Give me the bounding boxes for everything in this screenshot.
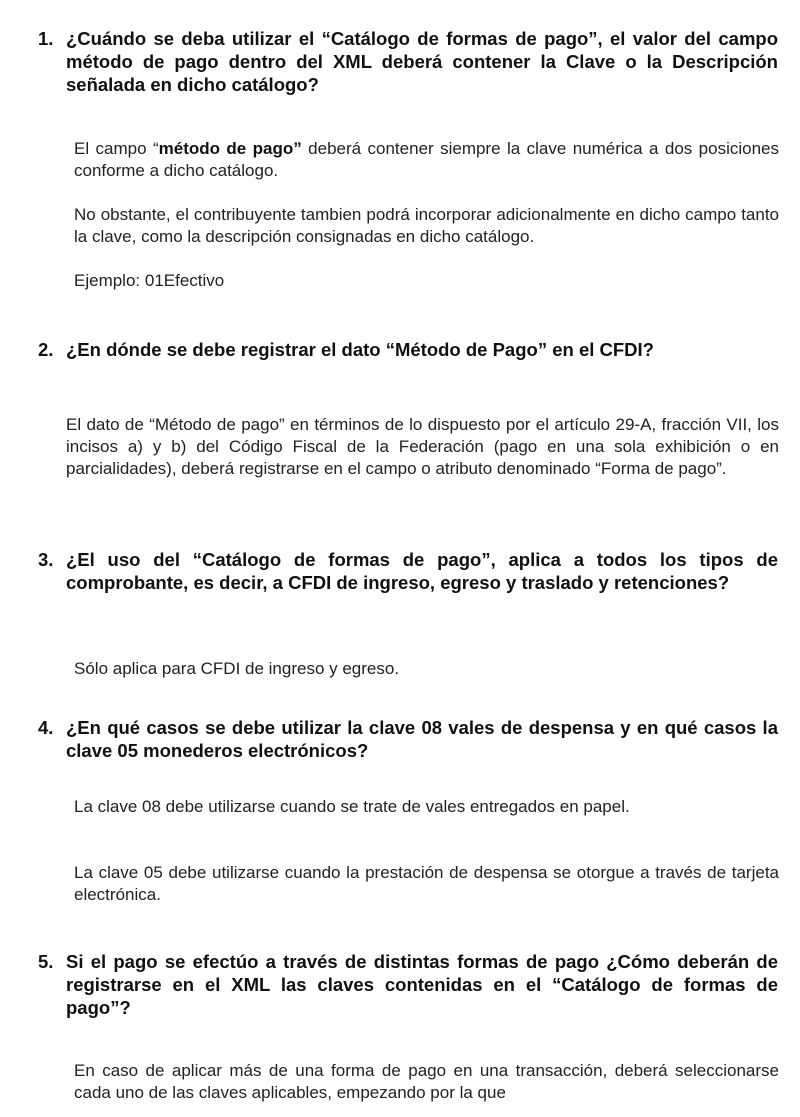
answer-4-paragraph-1 bbox=[74, 796, 779, 818]
question-4 bbox=[38, 716, 778, 762]
answer-text: El campo “ bbox=[74, 139, 159, 158]
answer-bold-term: método de pago” bbox=[158, 139, 302, 158]
question-number: 5. bbox=[38, 951, 54, 972]
question-2 bbox=[38, 338, 778, 361]
question-number: 4. bbox=[38, 717, 54, 738]
answer-text: Ejemplo: 01Efectivo bbox=[74, 271, 225, 290]
answer-1-example bbox=[74, 270, 779, 292]
question-3 bbox=[38, 548, 778, 594]
question-number: 1. bbox=[38, 28, 54, 49]
answer-text: Sólo aplica para CFDI de ingreso y egreso. bbox=[74, 659, 400, 678]
answer-text: La clave 08 debe utilizarse cuando se trate de vales entregados en papel. bbox=[74, 797, 630, 816]
answer-2-paragraph-1 bbox=[66, 414, 779, 480]
question-text: ¿El uso del “Catálogo de formas de pago”, aplica a todos los tipos de comprobante, es decir, a CFDI de ingreso, egreso y traslado y retenciones? bbox=[66, 549, 778, 593]
answer-4-paragraph-2 bbox=[74, 862, 779, 906]
question-text: Si el pago se efectúo a través de distintas formas de pago ¿Cómo deberán de registrarse en el XML las claves contenidas en el “Catálogo de formas de pago”? bbox=[66, 951, 778, 1018]
question-text: ¿Cuándo se deba utilizar el “Catálogo de formas de pago”, el valor del campo método de pago dentro del XML deberá contener la Clave o la Descripción señalada en dicho catálogo? bbox=[66, 28, 778, 95]
answer-1-paragraph-2 bbox=[74, 204, 779, 248]
answer-1-paragraph-1 bbox=[74, 138, 779, 182]
question-number: 2. bbox=[38, 339, 54, 360]
question-1 bbox=[38, 27, 778, 96]
question-text: ¿En qué casos se debe utilizar la clave 08 vales de despensa y en qué casos la clave 05 monederos electrónicos? bbox=[66, 717, 778, 761]
question-number: 3. bbox=[38, 549, 54, 570]
answer-text: El dato de “Método de pago” en términos de lo dispuesto por el artículo 29-A, fracción VII, los incisos a) y b) del Código Fiscal de la Federación (pago en una sola exhibición o en parcialidades), deberá registrarse en el campo o atributo denominado “Forma de pago”. bbox=[66, 415, 779, 478]
answer-text: deberá contener siempre la clave numérica a dos posiciones conforme a dicho catálogo. bbox=[74, 139, 780, 180]
answer-text: En caso de aplicar más de una forma de pago en una transacción, deberá seleccionarse cada uno de las claves aplicables, empezando por la que bbox=[74, 1061, 779, 1102]
answer-text: La clave 05 debe utilizarse cuando la prestación de despensa se otorgue a través de tarjeta electrónica. bbox=[74, 863, 779, 904]
answer-3-paragraph-1 bbox=[74, 658, 779, 680]
question-text: ¿En dónde se debe registrar el dato “Método de Pago” en el CFDI? bbox=[66, 339, 654, 360]
answer-5-paragraph-1 bbox=[74, 1060, 779, 1104]
answer-text: No obstante, el contribuyente tambien podrá incorporar adicionalmente en dicho campo tanto la clave, como la descripción consignadas en dicho catálogo. bbox=[74, 205, 779, 246]
question-5 bbox=[38, 950, 778, 1019]
